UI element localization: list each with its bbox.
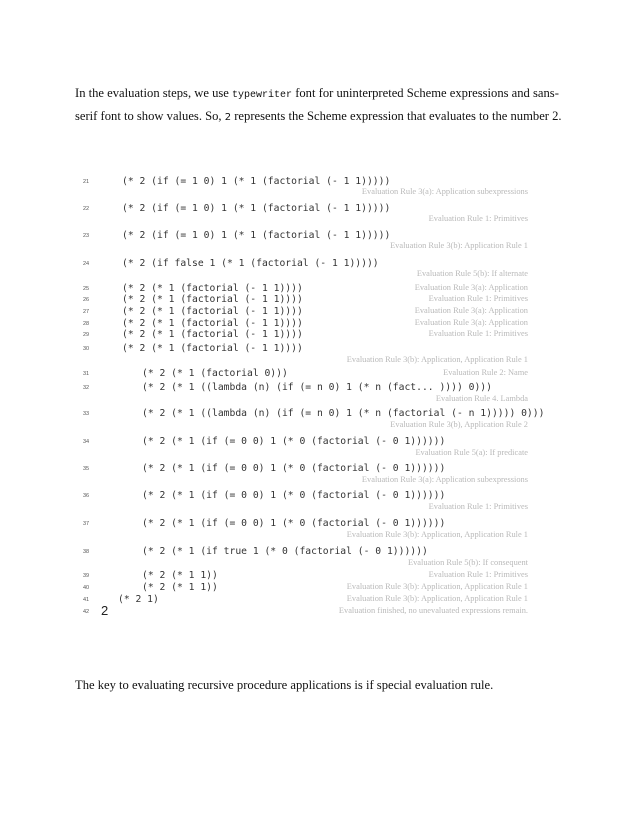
- step-number: 35: [83, 466, 90, 472]
- evaluation-rule: Evaluation Rule 1: Primitives: [428, 502, 528, 511]
- step-expression: (* 2 (* 1 (factorial (- 1 1)))): [122, 283, 303, 294]
- intro-text-1: In the evaluation steps, we use: [75, 86, 233, 100]
- evaluation-rule: Evaluation Rule 1: Primitives: [428, 570, 528, 579]
- typewriter-word: typewriter: [232, 90, 293, 101]
- step-number: 42: [83, 609, 90, 615]
- evaluation-rule: Evaluation Rule 5(b): If consequent: [407, 558, 528, 567]
- step-number: 41: [83, 597, 90, 603]
- step-expression: (* 2 (* 1 (factorial (- 1 1)))): [122, 343, 303, 354]
- evaluation-rule: Evaluation Rule 3(b): Application, Application Rule 1: [346, 530, 528, 539]
- step-expression: (* 2 (* 1 (factorial (- 1 1)))): [122, 306, 303, 317]
- step-expression: (* 2 (* 1 (factorial 0))): [142, 368, 288, 379]
- evaluation-rule: Evaluation Rule 5(b): If alternate: [416, 269, 528, 278]
- step-number: 27: [83, 309, 90, 315]
- step-expression: (* 2 (if (= 1 0) 1 (* 1 (factorial (- 1 1))))): [122, 230, 391, 241]
- step-number: 28: [83, 321, 90, 327]
- evaluation-rule: Evaluation Rule 3(a): Application: [414, 318, 528, 327]
- step-number: 22: [83, 206, 90, 212]
- step-expression: (* 2 (if false 1 (* 1 (factorial (- 1 1))))): [122, 258, 379, 269]
- evaluation-rule: Evaluation Rule 1: Primitives: [428, 294, 528, 303]
- step-expression: (* 2 1): [118, 594, 159, 605]
- step-number: 39: [83, 573, 90, 579]
- intro-text-3: represents the Scheme expression that evaluates to the number 2.: [231, 109, 562, 123]
- step-number: 25: [83, 286, 90, 292]
- intro-text-2: font for uninterpreted Scheme expressions and sans-serif font to show values. So,: [75, 86, 559, 123]
- step-expression: (* 2 (* 1 (factorial (- 1 1)))): [122, 294, 303, 305]
- evaluation-rule: Evaluation Rule 3(b): Application Rule 1: [390, 241, 528, 250]
- step-number: 21: [83, 179, 90, 185]
- evaluation-rule: Evaluation Rule 3(b), Application Rule 2: [390, 420, 528, 429]
- evaluation-rule: Evaluation Rule 3(a): Application: [414, 306, 528, 315]
- step-number: 40: [83, 585, 90, 591]
- step-expression: (* 2 (* 1 (if (= 0 0) 1 (* 0 (factorial (- 0 1)))))): [142, 463, 446, 474]
- step-expression: (* 2 (if (= 1 0) 1 (* 1 (factorial (- 1 1))))): [122, 203, 391, 214]
- step-expression: (* 2 (* 1 ((lambda (n) (if (= n 0) 1 (* n (factorial (- n 1))))) 0))): [142, 408, 545, 419]
- step-number: 29: [83, 332, 90, 338]
- evaluation-rule: Evaluation Rule 3(b): Application, Application Rule 1: [346, 594, 528, 603]
- evaluation-rule: Evaluation Rule 1: Primitives: [428, 329, 528, 338]
- step-expression: (* 2 (if (= 1 0) 1 (* 1 (factorial (- 1 1))))): [122, 176, 391, 187]
- symbol-two: 2: [224, 112, 232, 123]
- step-number: 33: [83, 411, 90, 417]
- step-expression: (* 2 (* 1 1)): [142, 570, 218, 581]
- evaluation-rule: Evaluation Rule 1: Primitives: [428, 214, 528, 223]
- step-number: 38: [83, 549, 90, 555]
- step-expression: 2: [101, 603, 109, 618]
- step-expression: (* 2 (* 1 1)): [142, 582, 218, 593]
- step-number: 23: [83, 233, 90, 239]
- evaluation-rule: Evaluation Rule 3(a): Application subexpressions: [361, 187, 528, 196]
- step-number: 36: [83, 493, 90, 499]
- step-number: 30: [83, 346, 90, 352]
- evaluation-rule: Evaluation finished, no unevaluated expressions remain.: [338, 606, 528, 615]
- evaluation-rule: Evaluation Rule 3(a): Application subexpressions: [361, 475, 528, 484]
- evaluation-rule: Evaluation Rule 3(b): Application, Application Rule 1: [346, 355, 528, 364]
- step-expression: (* 2 (* 1 (factorial (- 1 1)))): [122, 329, 303, 340]
- step-expression: (* 2 (* 1 ((lambda (n) (if (= n 0) 1 (* n (fact... )))) 0))): [142, 382, 492, 393]
- step-expression: (* 2 (* 1 (if true 1 (* 0 (factorial (- 0 1)))))): [142, 546, 428, 557]
- evaluation-rule: Evaluation Rule 5(a): If predicate: [415, 448, 528, 457]
- evaluation-rule: Evaluation Rule 2: Name: [443, 368, 528, 377]
- step-expression: (* 2 (* 1 (factorial (- 1 1)))): [122, 318, 303, 329]
- evaluation-rule: Evaluation Rule 4. Lambda: [435, 394, 528, 403]
- step-number: 31: [83, 371, 90, 377]
- outro-paragraph: The key to evaluating recursive procedure applications is if special evaluation rule.: [75, 678, 494, 692]
- step-expression: (* 2 (* 1 (if (= 0 0) 1 (* 0 (factorial (- 0 1)))))): [142, 490, 446, 501]
- evaluation-rule: Evaluation Rule 3(a): Application: [414, 283, 528, 292]
- step-number: 32: [83, 385, 90, 391]
- step-number: 37: [83, 521, 90, 527]
- step-expression: (* 2 (* 1 (if (= 0 0) 1 (* 0 (factorial (- 0 1)))))): [142, 518, 446, 529]
- step-expression: (* 2 (* 1 (if (= 0 0) 1 (* 0 (factorial (- 0 1)))))): [142, 436, 446, 447]
- evaluation-rule: Evaluation Rule 3(b): Application, Application Rule 1: [346, 582, 528, 591]
- step-number: 24: [83, 261, 90, 267]
- step-number: 34: [83, 439, 90, 445]
- step-number: 26: [83, 297, 90, 303]
